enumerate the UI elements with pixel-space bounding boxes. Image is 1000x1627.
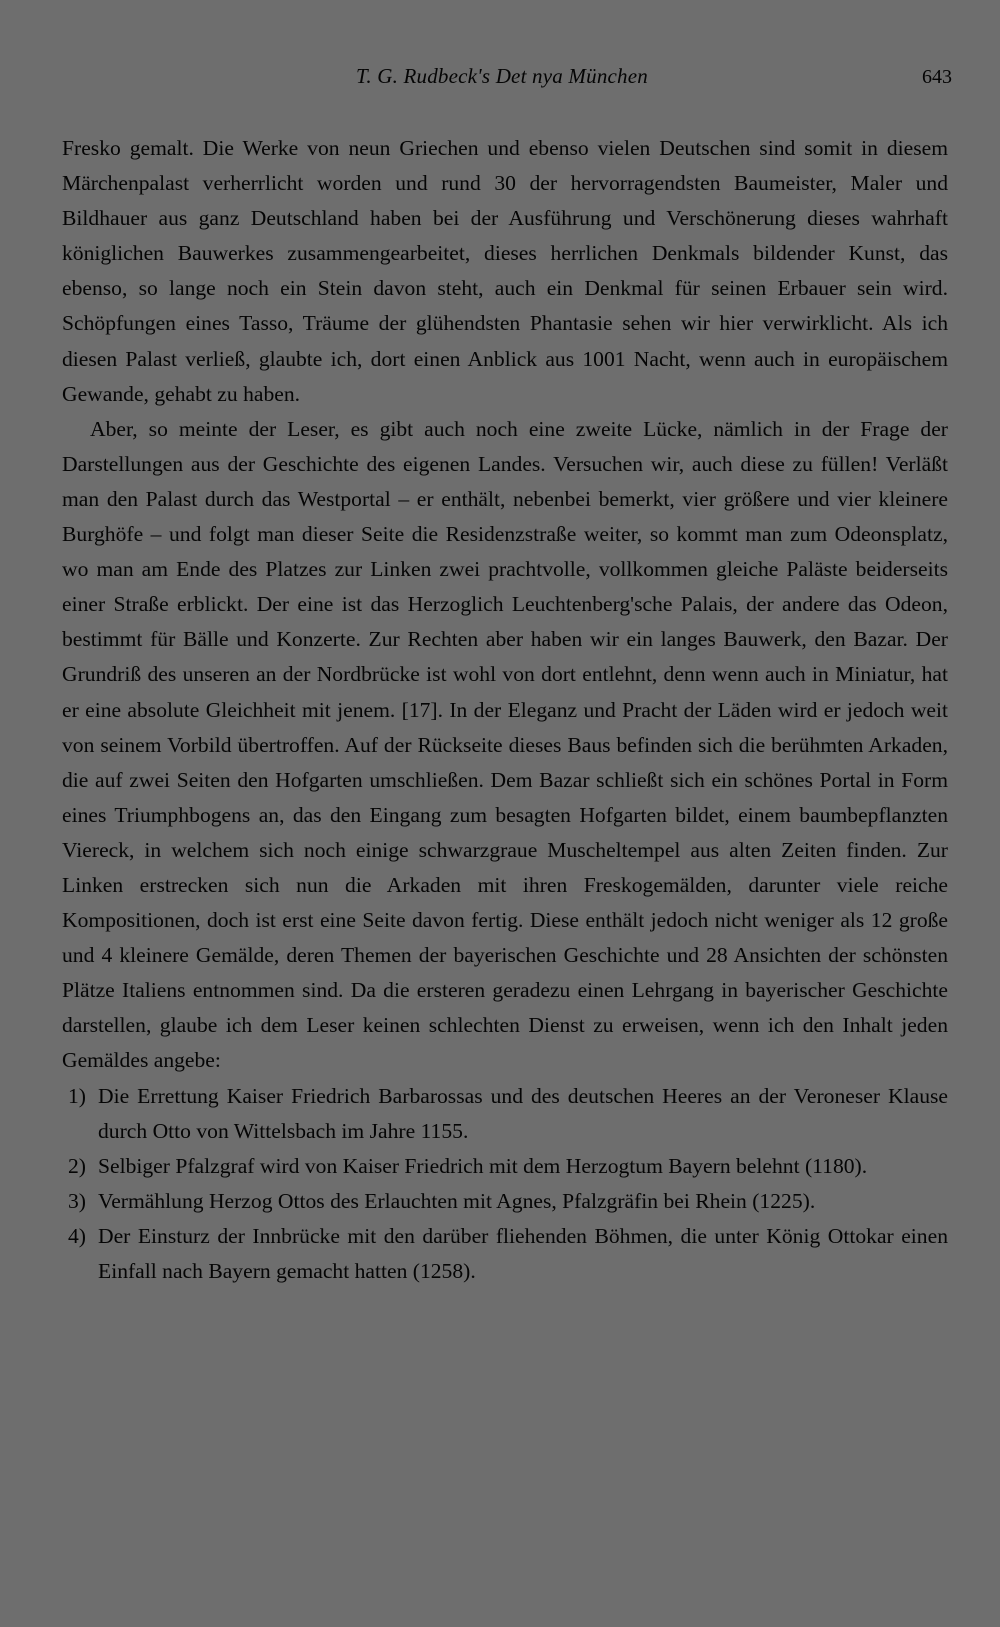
list-item	[62, 1219, 948, 1289]
list-item-text: Selbiger Pfalzgraf wird von Kaiser Friedrich mit dem Herzogtum Bayern belehnt (1180).	[98, 1153, 868, 1178]
paragraph-1: Fresko gemalt. Die Werke von neun Griechen und ebenso vielen Deutschen sind somit in diesem Märchenpalast verherrlicht worden und rund 30 der hervorragendsten Baumeister, Maler und Bildhauer aus ganz Deutschland haben bei der Ausführung und Verschönerung dieses wahrhaft königlichen Bauwerkes zusammengearbeitet, dieses herrlichen Denkmals bildender Kunst, das ebenso, so lange noch ein Stein davon steht, auch ein Denkmal für seinen Erbauer sein wird. Schöpfungen eines Tasso, Träume der glühendsten Phantasie sehen wir hier verwirklicht. Als ich diesen Palast verließ, glaubte ich, dort einen Anblick aus 1001 Nacht, wenn auch in europäischem Gewande, gehabt zu haben.	[62, 136, 948, 406]
list-item	[62, 1184, 948, 1219]
list-item-number: 4)	[68, 1223, 86, 1248]
list-item-text: Vermählung Herzog Ottos des Erlauchten mit Agnes, Pfalzgräfin bei Rhein (1225).	[98, 1188, 816, 1213]
running-head	[0, 64, 1000, 94]
paragraph-2: Aber, so meinte der Leser, es gibt auch noch eine zweite Lücke, nämlich in der Frage der Darstellungen aus der Geschichte des eigenen Landes. Versuchen wir, auch diese zu füllen! Verläßt man den Palast durch das Westportal – er enthält, nebenbei bemerkt, vier größere und vier kleinere Burghöfe – und folgt man dieser Seite die Residenzstraße weiter, so kommt man zum Odeonsplatz, wo man am Ende des Platzes zur Linken zwei prachtvolle, vollkommen gleiche Paläste beiderseits einer Straße erblickt. Der eine ist das Herzoglich Leuchtenberg'sche Palais, der andere das Odeon, bestimmt für Bälle und Konzerte. Zur Rechten aber haben wir ein langes Bauwerk, den Bazar. Der Grundriß des unseren an der Nordbrücke ist wohl von dort entlehnt, denn wenn auch in Miniatur, hat er eine absolute Gleichheit mit jenem. [17]. In der Eleganz und Pracht der Läden wird er jedoch weit von seinem Vorbild übertroffen. Auf der Rückseite dieses Baus befinden sich die berühmten Arkaden, die auf zwei Seiten den Hofgarten umschließen. Dem Bazar schließt sich ein schönes Portal in Form eines Triumphbogens an, das den Eingang zum besagten Hofgarten bildet, einem baumbepflanzten Viereck, in welchem sich noch einige schwarzgraue Muscheltempel aus alten Zeiten finden. Zur Linken erstrecken sich nun die Arkaden mit ihren Freskogemälden, darunter viele reiche Kompositionen, doch ist erst eine Seite davon fertig. Diese enthält jedoch nicht weniger als 12 große und 4 kleinere Gemälde, deren Themen der bayerischen Geschichte und 28 Ansichten der schönsten Plätze Italiens entnommen sind. Da die ersteren geradezu einen Lehrgang in bayerischer Geschichte darstellen, glaube ich dem Leser keinen schlechten Dienst zu erweisen, wenn ich den Inhalt jeden Gemäldes angebe:	[62, 416, 948, 1073]
list-item	[62, 1149, 948, 1184]
list-item-number: 2)	[68, 1153, 86, 1178]
painting-list	[62, 1079, 948, 1290]
page-number: 643	[922, 66, 952, 88]
list-item-number: 1)	[68, 1083, 86, 1108]
body-text	[62, 131, 948, 1289]
running-title: T. G. Rudbeck's Det nya München	[356, 64, 648, 88]
list-item-text: Die Errettung Kaiser Friedrich Barbarossas und des deutschen Heeres an der Veroneser Klause durch Otto von Wittelsbach im Jahre 1155.	[98, 1083, 948, 1143]
list-item-text: Der Einsturz der Innbrücke mit den darüber fliehenden Böhmen, die unter König Ottokar einen Einfall nach Bayern gemacht hatten (1258).	[98, 1223, 948, 1283]
list-item	[62, 1079, 948, 1149]
list-item-number: 3)	[68, 1188, 86, 1213]
